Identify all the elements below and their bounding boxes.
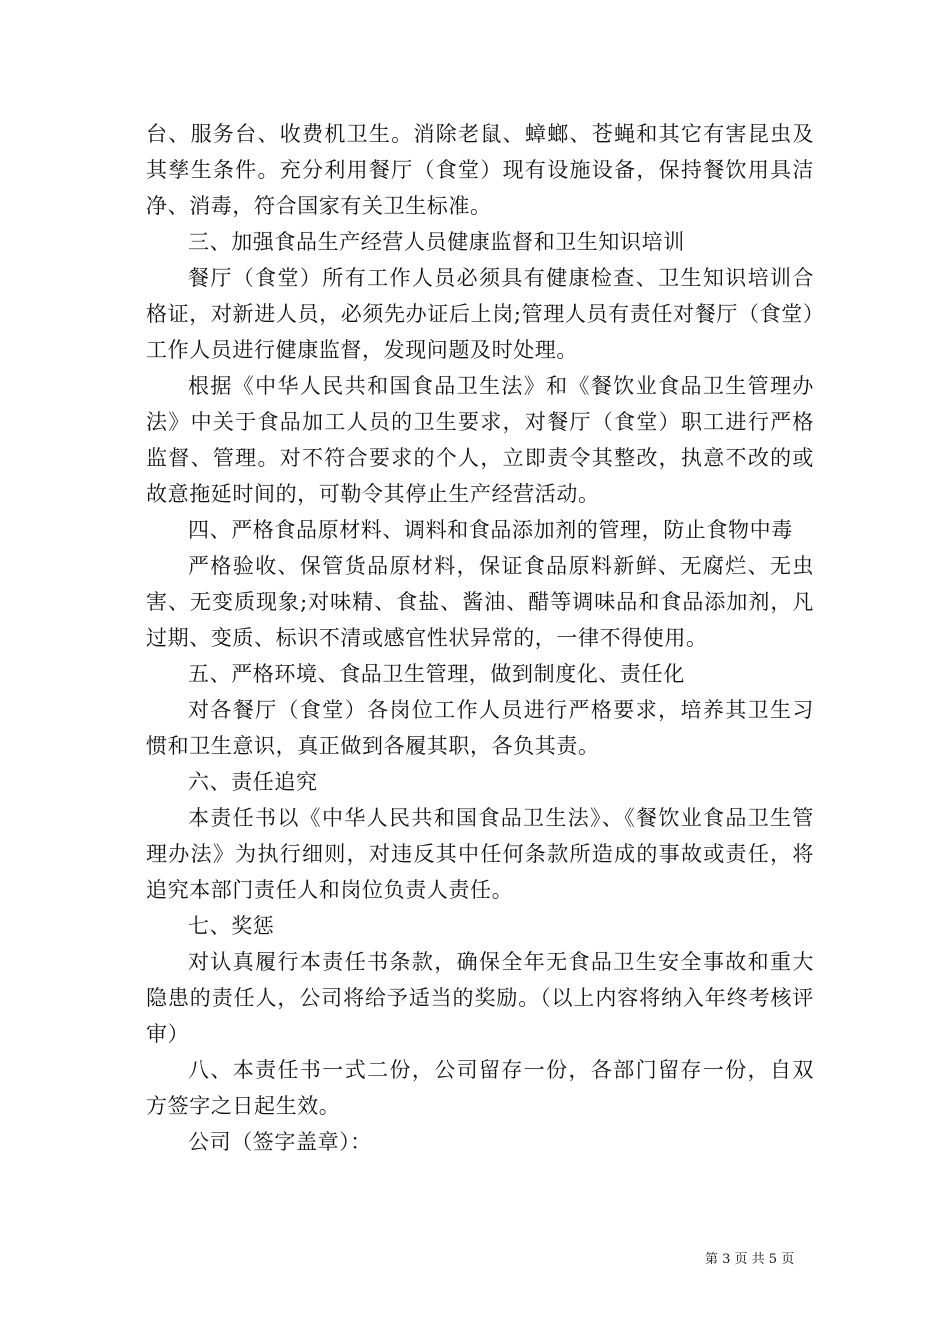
paragraph: 对认真履行本责任书条款，确保全年无食品卫生安全事故和重大隐患的责任人，公司将给予适当的奖励。（以上内容将纳入年终考核评审） bbox=[146, 950, 814, 1046]
heading-section-8: 八、本责任书一式二份，公司留存一份，各部门留存一份，自双方签字之日起生效。 bbox=[146, 1058, 814, 1118]
paragraph: 餐厅（食堂）所有工作人员必须具有健康检查、卫生知识培训合格证，对新进人员，必须先办证后上岗;管理人员有责任对餐厅（食堂）工作人员进行健康监督，发现问题及时处理。 bbox=[146, 266, 814, 362]
paragraph: 严格验收、保管货品原材料，保证食品原料新鲜、无腐烂、无虫害、无变质现象;对味精、食盐、酱油、醋等调味品和食品添加剂，凡过期、变质、标识不清或感官性状异常的，一律不得使用。 bbox=[146, 554, 814, 650]
heading-section-6: 六、责任追究 bbox=[188, 770, 318, 794]
page-number: 第 3 页 共 5 页 bbox=[705, 1252, 795, 1267]
document-body bbox=[146, 116, 814, 1160]
heading-section-5: 五、严格环境、食品卫生管理，做到制度化、责任化 bbox=[188, 662, 685, 686]
paragraph: 本责任书以《中华人民共和国食品卫生法》、《餐饮业食品卫生管理办法》为执行细则，对违反其中任何条款所造成的事故或责任，将追究本部门责任人和岗位负责人责任。 bbox=[146, 806, 814, 902]
signature-line: 公司（签字盖章）： bbox=[188, 1130, 372, 1154]
paragraph: 对各餐厅（食堂）各岗位工作人员进行严格要求，培养其卫生习惯和卫生意识，真正做到各履其职，各负其责。 bbox=[146, 698, 814, 758]
heading-section-7: 七、奖惩 bbox=[188, 914, 275, 938]
paragraph-continuation: 台、服务台、收费机卫生。消除老鼠、蟑螂、苍蝇和其它有害昆虫及其孳生条件。充分利用餐厅（食堂）现有设施设备，保持餐饮用具洁净、消毒，符合国家有关卫生标准。 bbox=[146, 122, 814, 218]
heading-section-4: 四、严格食品原材料、调料和食品添加剂的管理，防止食物中毒 bbox=[188, 518, 793, 542]
paragraph: 根据《中华人民共和国食品卫生法》和《餐饮业食品卫生管理办法》中关于食品加工人员的卫生要求，对餐厅（食堂）职工进行严格监督、管理。对不符合要求的个人，立即责令其整改，执意不改的或故意拖延时间的，可勒令其停止生产经营活动。 bbox=[146, 374, 814, 506]
heading-section-3: 三、加强食品生产经营人员健康监督和卫生知识培训 bbox=[188, 230, 685, 254]
